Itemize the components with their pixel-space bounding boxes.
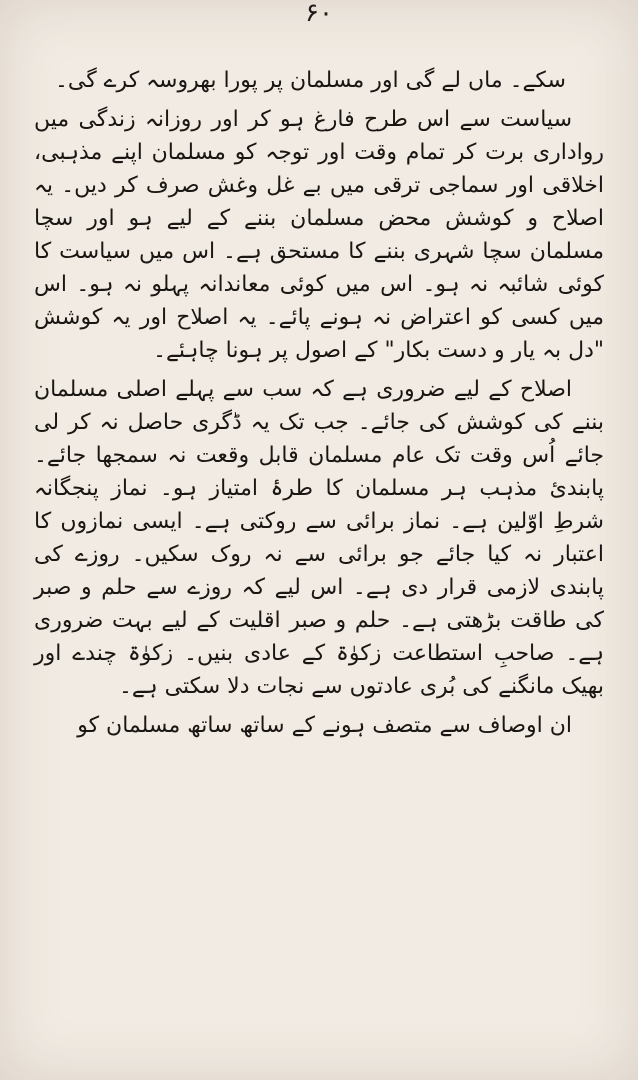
paragraph-continuation: سکے۔ ماں لے گی اور مسلمان پر پورا بھروسہ کرے گی۔ bbox=[54, 68, 566, 93]
page-number: ۶۰ bbox=[305, 0, 333, 28]
body-text bbox=[34, 64, 604, 742]
paragraph: سیاست سے اس طرح فارغ ہو کر اور روزانہ زندگی میں رواداری برت کر تمام وقت اور توجہ کو مسلمان اپنے مذہبی، اخلاقی اور سماجی ترقی میں بے غل وغش صرف کر دیں۔ یہ اصلاح و کوشش محض مسلمان بننے کے لیے ہو اور سچا مسلمان سچا شہری بننے کا مستحق ہے۔ اس میں سیاست کا کوئی شائبہ نہ ہو۔ اس میں کوئی معاندانہ پہلو نہ ہو۔ اس میں کسی کو اعتراض نہ ہونے پائے۔ یہ اصلاح اور یہ کوشش "دل بہ یار و دست بکار" کے اصول پر ہونا چاہئے۔ bbox=[34, 107, 604, 363]
paragraph: اصلاح کے لیے ضروری ہے کہ سب سے پہلے اصلی مسلمان بننے کی کوشش کی جائے۔ جب تک یہ ڈگری حاصل نہ کر لی جائے اُس وقت تک عام مسلمان قابل وقعت نہ سمجھا جائے۔ پابندیٔ مذہب ہر مسلمان کا طرۂ امتیاز ہو۔ نماز پنجگانہ شرطِ اوّلین ہے۔ نماز برائی سے روکتی ہے۔ ایسی نمازوں کا اعتبار نہ کیا جائے جو برائی سے نہ روک سکیں۔ روزے کی پابندی لازمی قرار دی ہے۔ اس لیے کہ روزے سے حلم و صبر کی طاقت بڑھتی ہے۔ حلم و صبر اقلیت کے لیے بہت ضروری ہے۔ صاحبِ استطاعت زکوٰۃ کے عادی بنیں۔ زکوٰۃ چندے اور بھیک مانگنے کی بُری عادتوں سے نجات دلا سکتی ہے۔ bbox=[34, 377, 604, 699]
paragraph: ان اوصاف سے متصف ہونے کے ساتھ ساتھ مسلمان کو bbox=[77, 713, 572, 738]
